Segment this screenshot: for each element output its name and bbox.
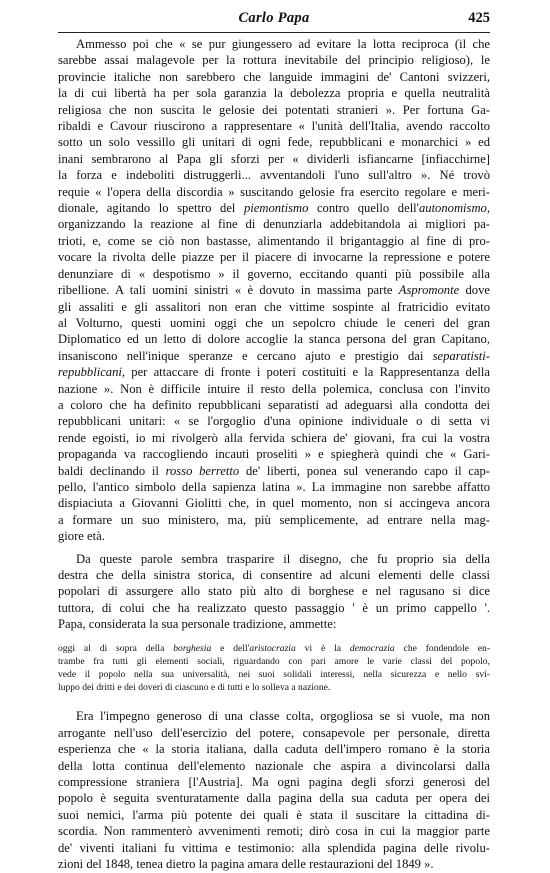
text-line: propaganda va raccogliendo incauti proseliti » e spiegherà quindi che « Gari- — [58, 447, 490, 462]
text-line: luppo dei dritti e dei doveri di ciascuno e di tutti e lo solleva a nazione. — [58, 682, 331, 694]
text-line: Da queste parole sembra trasparire il disegno, che fu proprio sia della — [76, 551, 490, 566]
text-line: destra che della sinistra storica, di consentire ad alcuni elementi delle classi — [58, 568, 490, 582]
page-number: 425 — [468, 10, 490, 26]
text-line: denunziare di « despotismo » il governo, eccitando quanti più possibile alla — [58, 266, 490, 281]
text-line: a coloro che ha definito repubblicani separatisti ad adeguarsi alla condotta dei — [58, 397, 490, 412]
text-line: sarebbe assai malagevole per la rottura inevitabile del principio religioso), le — [58, 53, 490, 68]
text-line: a formare un suo ministero, ma, più semplicemente, ad entrare nella mag- — [58, 512, 490, 527]
text-line: trambe fra tutti gli elementi sociali, riguardando con pari amore le varie classi del popolo, — [58, 655, 490, 667]
text-line: repubblicani unitari: « se l'orgoglio d'una opinione individuale o di setta vi — [58, 414, 490, 429]
running-head: Carlo Papa — [238, 10, 310, 26]
text-line: provincie italiche non sarebbero che languide immagini de' Cantoni svizzeri, — [58, 69, 490, 84]
text-line: compressione straniera [l'Austria]. Ma ogni pagina degli sforzi generosi del — [58, 775, 490, 790]
text-line: ribellione. A tali uomini sinistri « è dovuto in massima parte Aspromonte dove — [58, 283, 490, 298]
text-line: gli assaliti e gli assalitori non eran che vittime sospinte al fratricidio evitato — [58, 299, 490, 314]
text-line: tuttora, di colui che ha realizzato questo passaggio ' è un primo cappello '. — [58, 600, 490, 615]
text-line: al Volturno, questi uomini oggi che un sepolcro chiude le ceneri del gran — [58, 315, 490, 330]
quoted-passage — [58, 642, 490, 695]
page-header — [58, 8, 490, 33]
text-line: de' viventi italiani fu vittima e testimonio: alla splendida pagina delle rivolu- — [58, 840, 490, 855]
text-line: religiosa che non suscita le gelosie dei potentati stranieri ». Per fortuna Ga- — [58, 102, 490, 117]
text-line: baldi declinando il rosso berretto de' liberti, ponea sul venerando capo il cap- — [58, 463, 490, 478]
text-line: Diplomatico ed un letto di dolore accoglie la stanca persona del gran Capitano, — [58, 332, 490, 347]
text-line: dispiaciuta a Giovanni Giolitti che, in quel momento, non si accingeva ancora — [58, 496, 490, 511]
text-line: pello, l'antico simbolo della sapienza latina ». La immagine non sarebbe affatto — [58, 479, 490, 494]
text-line: Ammesso poi che « se pur giungessero ad evitare la lotta reciproca (il che — [76, 37, 490, 51]
text-line: Era l'impegno generoso di una classe colta, orgogliosa se si vuole, ma non — [76, 709, 490, 724]
text-line: scordia. Non rammenterò avvenimenti remoti; dirò cosa in cui la maggior parte — [58, 824, 490, 839]
body-text — [58, 36, 490, 873]
text-line: repubblicani, per attaccare di fronte i poteri costituiti e la Rappresentanza della — [58, 365, 490, 380]
text-line: inani sembrarono al Papa gli sforzi per « dividerli isfiancarne [infiacchirne] — [58, 151, 490, 166]
paragraph — [58, 36, 490, 545]
text-line: dionale, agitando lo spettro del piemontismo contro quello dell'autonomismo, — [58, 201, 490, 216]
text-line: insaniscono nell'inique speranze e cercano ajuto e prestigio dai separatisti- — [58, 348, 490, 363]
text-line: la forza e indeboliti distruggerli... avventandoli l'uno sull'altro ». Né trovò — [58, 168, 490, 183]
text-line: vocare la rivolta delle piazze per il piacere di invocarne la repressione e potere — [58, 250, 490, 265]
text-line: organizzando la reazione al fine di denunziarla addebitandola ai migliori pa- — [58, 217, 490, 232]
text-line: zioni del 1848, tenea dietro la pagina amara delle restaurazioni del 1849 ». — [58, 857, 434, 872]
text-line: arrogante nell'uso dell'esercizio del potere, consapevole per personale, diretta — [58, 725, 490, 740]
paragraph — [58, 708, 490, 872]
text-line: suoi nemici, l'arma più potente dei quali è stata il suscitare la cittadina di- — [58, 807, 490, 822]
text-line: requie « l'opera della discordia » suscitando gelosie fra esercito regolare e meri- — [58, 184, 490, 199]
text-line: ribaldi e Cavour riuscirono a rappresentare « l'unità dell'Italia, avendo raccolto — [58, 119, 490, 134]
text-line: popolari di assurgere allo stato più alto di borghese e nel ragusano si dice — [58, 584, 490, 599]
text-line: la di cui libertà ha per sola garanzia la debolezza propria e quella neutralità — [58, 86, 490, 101]
text-line: rende egoisti, io mi rivolgerò alla fervida schiera de' giovani, fra cui la vostra — [58, 430, 490, 445]
text-line: della lotta continua dell'elemento nazionale che aspira a divincolarsi dalla — [58, 758, 490, 773]
text-line: Papa, considerata la sua personale tradizione, ammette: — [58, 617, 337, 632]
text-line: nazione ». Non è difficile intuire il resto della polemica, conclusa con l'invito — [58, 381, 490, 396]
text-line: esperienza che « la storia italiana, dalla caduta dell'impero romano è la storia — [58, 742, 490, 757]
text-line: trioti, e, come se ciò non bastasse, alimentando il brigantaggio al fine di pro- — [58, 233, 490, 248]
text-line: giore età. — [58, 529, 105, 544]
text-line: vede il popolo nella sua universalità, nei suoi solidali interessi, nella sicurezza e nello svi- — [58, 669, 490, 681]
text-line: sotto un solo vessillo gli unitari di ogni fede, repubblicani e monarchici » ed — [58, 135, 490, 150]
paragraph — [58, 551, 490, 633]
text-line: popolo è seguita sventuratamente dalla pagina della sua caduta per opera dei — [58, 791, 490, 806]
text-line: oggi al di sopra della borghesia e dell'aristocrazia vi è la democrazia che fondendole en- — [58, 642, 491, 654]
